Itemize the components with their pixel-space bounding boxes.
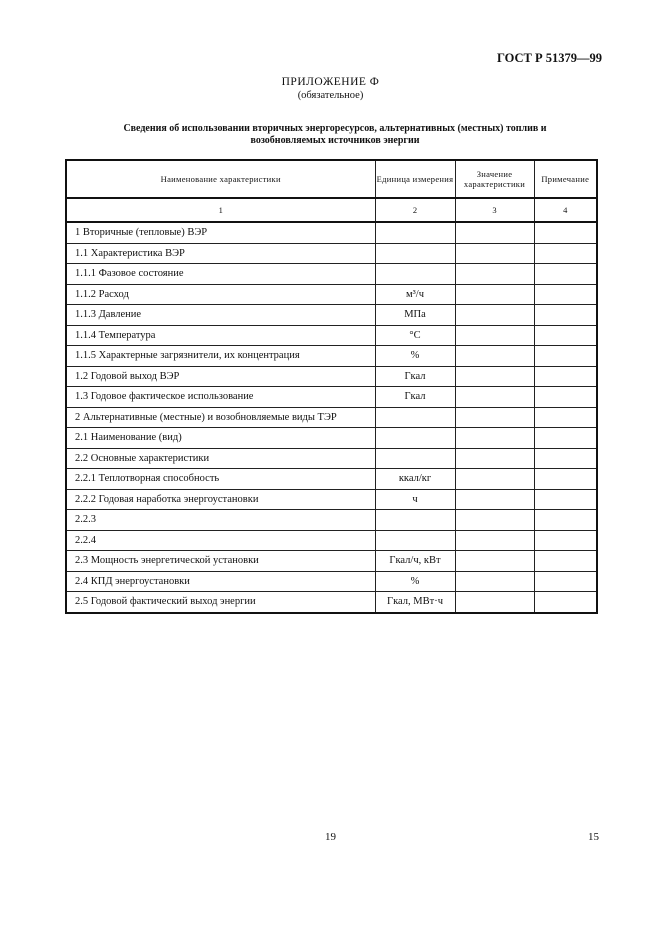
row-unit: °С — [375, 325, 455, 346]
row-name: 1 Вторичные (тепловые) ВЭР — [66, 222, 375, 243]
row-unit: Гкал — [375, 387, 455, 408]
table-row — [66, 592, 597, 613]
row-name: 1.3 Годовое фактическое использование — [66, 387, 375, 408]
row-name: 1.1.1 Фазовое состояние — [66, 264, 375, 285]
row-unit: Гкал — [375, 366, 455, 387]
table-row — [66, 469, 597, 490]
column-number-row — [66, 198, 597, 222]
row-unit: Гкал/ч, кВт — [375, 551, 455, 572]
row-value — [455, 407, 534, 428]
row-note — [534, 284, 597, 305]
row-value — [455, 264, 534, 285]
row-note — [534, 407, 597, 428]
row-name: 1.1.5 Характерные загрязнители, их концентрация — [66, 346, 375, 367]
row-value — [455, 387, 534, 408]
row-name: 2.3 Мощность энергетической установки — [66, 551, 375, 572]
row-note — [534, 551, 597, 572]
row-unit — [375, 407, 455, 428]
standard-code: ГОСТ Р 51379—99 — [496, 51, 602, 65]
row-value — [455, 325, 534, 346]
header-name: Наименование характеристики — [66, 160, 375, 198]
row-name: 1.2 Годовой выход ВЭР — [66, 366, 375, 387]
row-note — [534, 592, 597, 613]
row-value — [455, 428, 534, 449]
col-num-3: 3 — [455, 198, 534, 222]
row-value — [455, 366, 534, 387]
table-row — [66, 243, 597, 264]
row-value — [455, 551, 534, 572]
row-unit: ккал/кг — [375, 469, 455, 490]
table-row — [66, 222, 597, 243]
row-unit: % — [375, 571, 455, 592]
header-value: Значение характеристики — [455, 160, 534, 198]
row-value — [455, 592, 534, 613]
col-num-4: 4 — [534, 198, 597, 222]
row-note — [534, 305, 597, 326]
data-table — [65, 159, 598, 614]
row-note — [534, 489, 597, 510]
table-row — [66, 366, 597, 387]
row-name: 2.2 Основные характеристики — [66, 448, 375, 469]
table-row — [66, 325, 597, 346]
row-note — [534, 387, 597, 408]
page-number-right: 15 — [588, 831, 599, 843]
table-row — [66, 346, 597, 367]
row-value — [455, 571, 534, 592]
row-note — [534, 346, 597, 367]
table-row — [66, 448, 597, 469]
row-note — [534, 264, 597, 285]
header-row — [66, 160, 597, 198]
row-note — [534, 530, 597, 551]
table-row — [66, 264, 597, 285]
table-caption — [70, 123, 600, 147]
row-note — [534, 366, 597, 387]
row-note — [534, 510, 597, 531]
row-value — [455, 222, 534, 243]
table-row — [66, 530, 597, 551]
row-unit — [375, 243, 455, 264]
row-unit: ч — [375, 489, 455, 510]
row-name: 2.2.4 — [66, 530, 375, 551]
row-note — [534, 325, 597, 346]
table-row — [66, 428, 597, 449]
table-row — [66, 305, 597, 326]
col-num-2: 2 — [375, 198, 455, 222]
table-row — [66, 407, 597, 428]
row-name: 2.1 Наименование (вид) — [66, 428, 375, 449]
row-note — [534, 448, 597, 469]
table-row — [66, 551, 597, 572]
table-row — [66, 510, 597, 531]
row-unit — [375, 222, 455, 243]
table-row — [66, 571, 597, 592]
table-row — [66, 284, 597, 305]
appendix-heading — [0, 76, 661, 102]
row-value — [455, 489, 534, 510]
caption-line-1: Сведения об использовании вторичных энергоресурсов, альтернативных (местных) топлив и — [123, 123, 547, 134]
row-unit — [375, 428, 455, 449]
row-name: 1.1.3 Давление — [66, 305, 375, 326]
page-number-center: 19 — [325, 831, 336, 843]
row-unit — [375, 530, 455, 551]
appendix-title: ПРИЛОЖЕНИЕ Ф — [281, 76, 380, 88]
row-value — [455, 469, 534, 490]
row-name: 1.1.2 Расход — [66, 284, 375, 305]
row-name: 2 Альтернативные (местные) и возобновляемые виды ТЭР — [66, 407, 375, 428]
row-name: 1.1.4 Температура — [66, 325, 375, 346]
row-unit: МПа — [375, 305, 455, 326]
row-value — [455, 284, 534, 305]
row-value — [455, 243, 534, 264]
appendix-note: (обязательное) — [297, 90, 364, 101]
row-name: 2.2.2 Годовая наработка энергоустановки — [66, 489, 375, 510]
row-value — [455, 346, 534, 367]
row-value — [455, 530, 534, 551]
row-name: 2.4 КПД энергоустановки — [66, 571, 375, 592]
row-value — [455, 448, 534, 469]
table-row — [66, 489, 597, 510]
row-value — [455, 510, 534, 531]
row-name: 1.1 Характеристика ВЭР — [66, 243, 375, 264]
row-note — [534, 243, 597, 264]
header-unit: Единица измерения — [375, 160, 455, 198]
row-unit: % — [375, 346, 455, 367]
row-name: 2.2.1 Теплотворная способность — [66, 469, 375, 490]
row-name: 2.2.3 — [66, 510, 375, 531]
row-note — [534, 571, 597, 592]
row-name: 2.5 Годовой фактический выход энергии — [66, 592, 375, 613]
row-unit — [375, 448, 455, 469]
caption-line-2: возобновляемых источников энергии — [250, 135, 420, 146]
row-note — [534, 469, 597, 490]
table-row — [66, 387, 597, 408]
header-note: Примечание — [534, 160, 597, 198]
row-note — [534, 428, 597, 449]
row-unit — [375, 264, 455, 285]
row-value — [455, 305, 534, 326]
row-unit — [375, 510, 455, 531]
row-unit: Гкал, МВт·ч — [375, 592, 455, 613]
row-note — [534, 222, 597, 243]
col-num-1: 1 — [66, 198, 375, 222]
row-unit: м³/ч — [375, 284, 455, 305]
